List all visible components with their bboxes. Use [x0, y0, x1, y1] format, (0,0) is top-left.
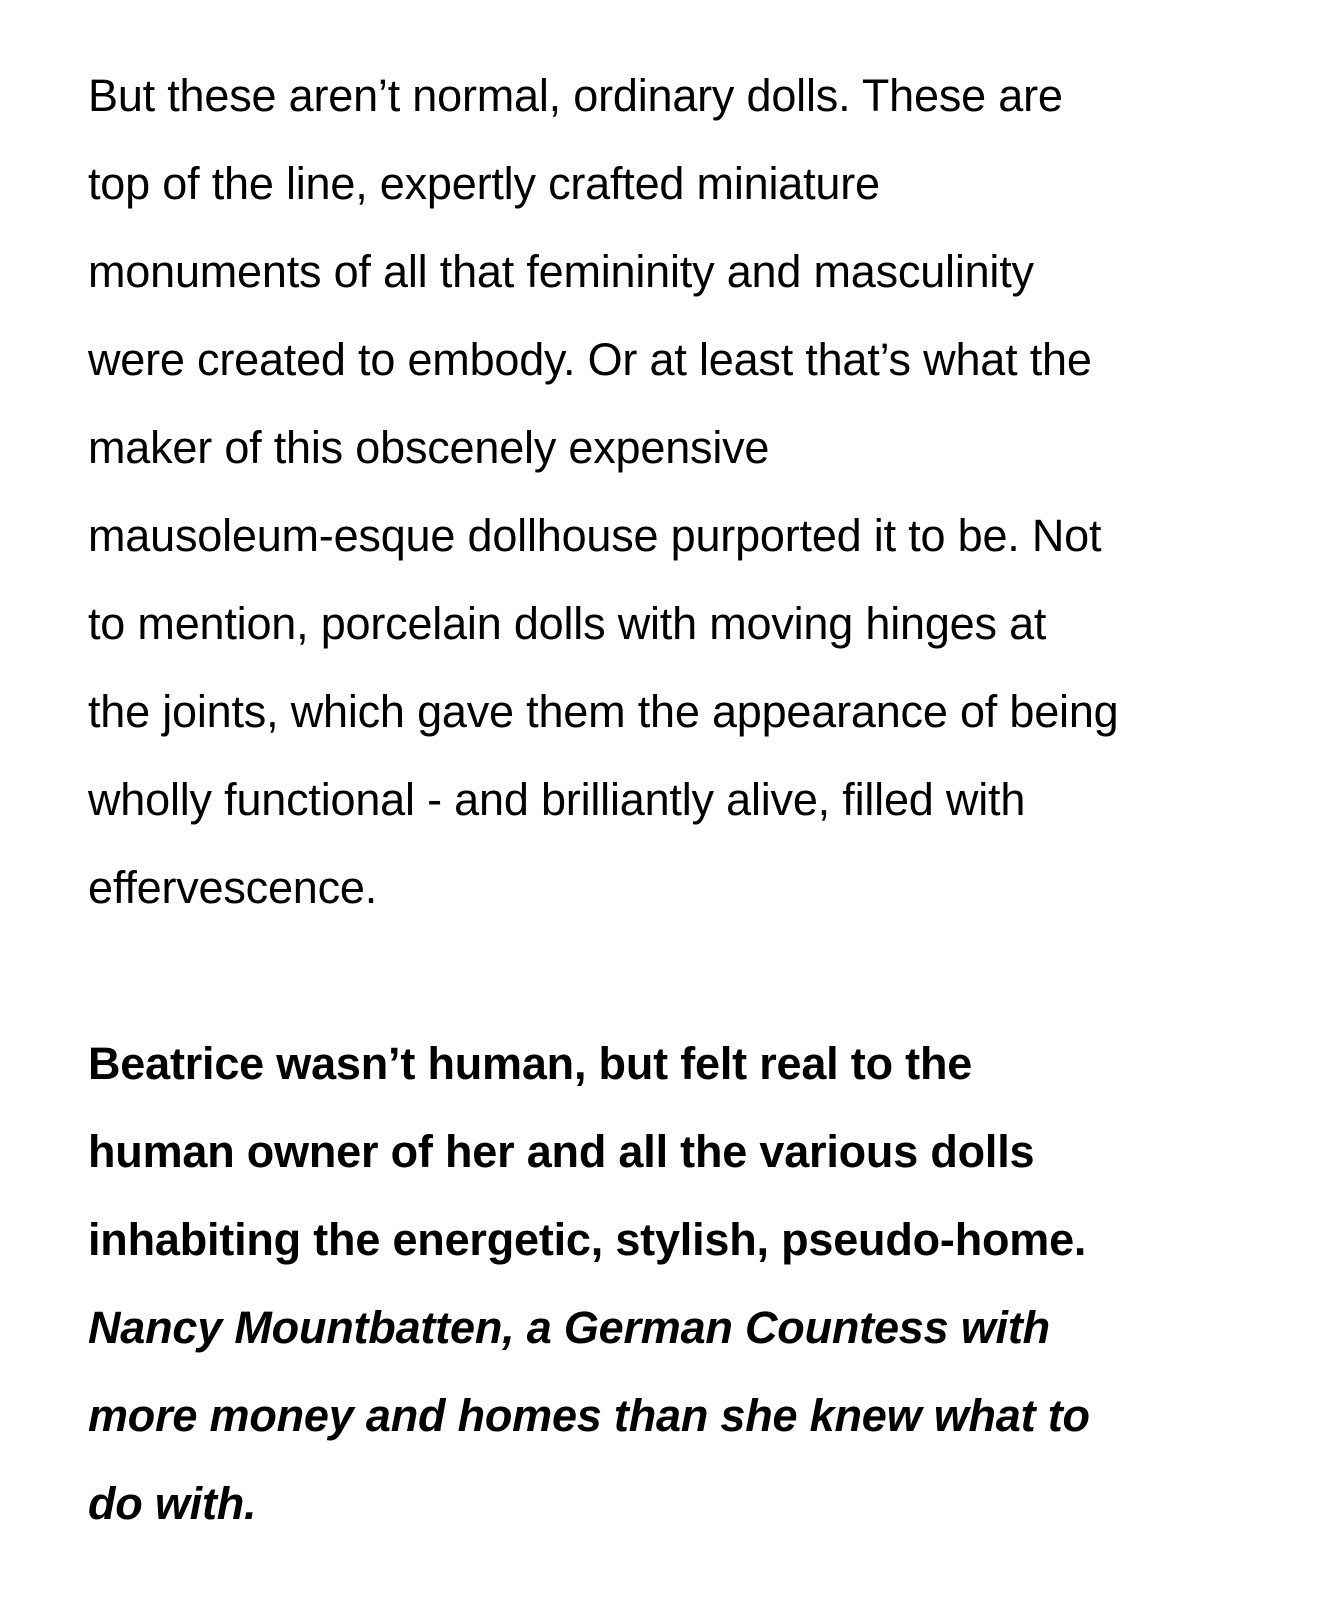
text-line: But these aren’t normal, ordinary dolls. These are: [88, 70, 1063, 121]
text-line: maker of this obscenely expensive: [88, 422, 770, 473]
paragraph-spacer: [88, 932, 1318, 1020]
bold-text-line: Beatrice wasn’t human, but felt real to the: [88, 1038, 973, 1089]
text-line: to mention, porcelain dolls with moving hinges at: [88, 598, 1047, 649]
text-line: mausoleum-esque dollhouse purported it to be. Not: [88, 510, 1102, 561]
document-page: [88, 52, 1318, 1548]
bold-italic-text-line: do with.: [88, 1478, 257, 1529]
text-line: effervescence.: [88, 862, 378, 913]
text-line: top of the line, expertly crafted miniature: [88, 158, 880, 209]
text-line: wholly functional - and brilliantly alive, filled with: [88, 774, 1026, 825]
bold-italic-text-line: Nancy Mountbatten, a German Countess with: [88, 1302, 1050, 1353]
paragraph-1: [88, 52, 1318, 932]
bold-text-line: inhabiting the energetic, stylish, pseudo-home.: [88, 1214, 1087, 1265]
bold-italic-text-line: more money and homes than she knew what to: [88, 1390, 1090, 1441]
text-line: the joints, which gave them the appearance of being: [88, 686, 1119, 737]
text-line: were created to embody. Or at least that’s what the: [88, 334, 1092, 385]
paragraph-2: [88, 1020, 1318, 1548]
bold-text-line: human owner of her and all the various dolls: [88, 1126, 1035, 1177]
text-line: monuments of all that femininity and masculinity: [88, 246, 1034, 297]
